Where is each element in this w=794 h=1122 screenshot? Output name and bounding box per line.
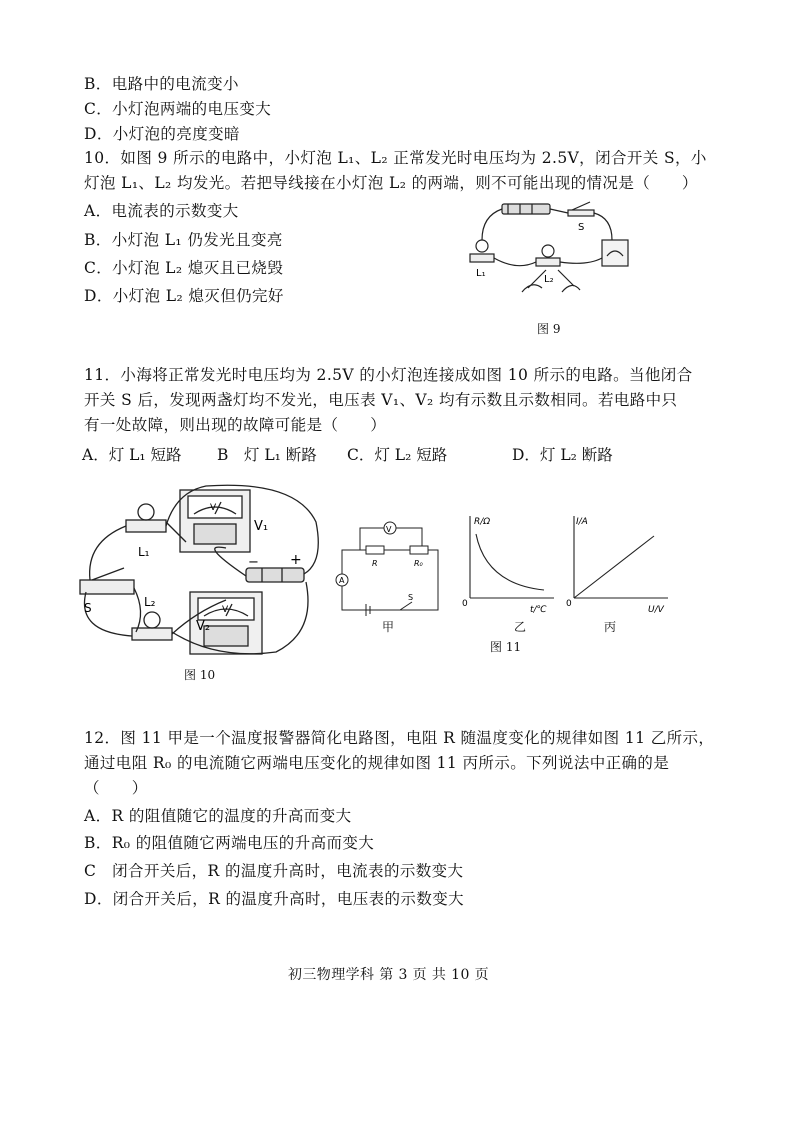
fig11-resistor-r0-label: R₀ [414,559,423,568]
q12-option-c: C 闭合开关后，R 的温度升高时，电流表的示数变大 [84,862,464,880]
q11-option-a: A．灯 L₁ 短路 [82,446,182,464]
q10-stem-line2: 灯泡 L₁、L₂ 均发光。若把导线接在小灯泡 L₂ 的两端，则不可能出现的情况是（ ） [84,174,698,192]
fig11-bing-origin: 0 [566,599,572,609]
fig11-ammeter-label: A [339,576,345,585]
q10-option-d: D．小灯泡 L₂ 熄灭但仍完好 [84,287,284,305]
q11-option-b: B 灯 L₁ 断路 [217,446,317,464]
figure-9-circuit [462,196,642,314]
figure-11-yi-label: 乙 [514,620,527,634]
fig10-v2-label: V₂ [196,619,211,634]
figure-9-caption: 图 9 [537,322,561,336]
fig9-lamp1-label: L₁ [476,268,486,279]
figure-11-bing-graph [564,510,674,620]
figure-11-jia-circuit [330,516,450,616]
q12-option-b: B．R₀ 的阻值随它两端电压的升高而变大 [84,834,375,852]
fig11-yi-origin: 0 [462,599,468,609]
q12-option-d: D．闭合开关后，R 的温度升高时，电压表的示数变大 [84,890,465,908]
q11-stem-line2: 开关 S 后，发现两盏灯均不发光，电压表 V₁、V₂ 均有示数且示数相同。若电路中只 [84,391,678,409]
q11-stem-line1: 11．小海将正常发光时电压均为 2.5V 的小灯泡连接成如图 10 所示的电路。当他闭合 [84,366,693,384]
fig10-lamp1-label: L₁ [138,545,150,559]
fig9-lamp2-label: L₂ [544,274,554,285]
figure-11-caption: 图 11 [490,640,522,654]
fig10-v1-meter-mark: V [210,503,217,513]
fig11-bing-ylabel: I/A [576,517,588,527]
fig9-switch-label: S [578,222,585,233]
figure-11-jia-label: 甲 [382,620,395,634]
q12-stem-line3: （ ） [84,779,148,797]
q11-option-c: C．灯 L₂ 短路 [347,446,448,464]
q10-option-c: C．小灯泡 L₂ 熄灭且已烧毁 [84,259,284,277]
fig11-yi-xlabel: t/℃ [530,605,547,615]
q11-options [82,443,642,463]
figure-10-caption: 图 10 [184,668,216,682]
figure-11-yi-graph [458,510,558,620]
fig10-switch-label: S [84,601,92,615]
q12-option-a: A．R 的阻值随它的温度的升高而变大 [84,807,352,825]
fig11-resistor-r-label: R [372,559,378,568]
figure-11-bing-label: 丙 [604,620,617,634]
q11-option-d: D．灯 L₂ 断路 [512,446,613,464]
fig10-plus-label: + [290,552,302,568]
fig10-v1-label: V₁ [254,519,269,534]
q9-option-c: C．小灯泡两端的电压变大 [84,100,272,118]
q12-stem-line2: 通过电阻 R₀ 的电流随它两端电压变化的规律如图 11 丙所示。下列说法中正确的是 [84,754,670,772]
figure-10-circuit [76,482,326,662]
fig10-v2-meter-mark: V [222,605,229,615]
fig11-voltmeter-label: V [386,525,392,534]
q9-option-d: D．小灯泡的亮度变暗 [84,125,240,143]
fig11-bing-xlabel: U/V [648,605,664,615]
q10-option-a: A．电流表的示数变大 [84,202,239,220]
q10-stem-line1: 10．如图 9 所示的电路中，小灯泡 L₁、L₂ 正常发光时电压均为 2.5V，闭合开关 S，小 [84,149,707,167]
page-footer: 初三物理学科 第 3 页 共 10 页 [288,967,490,983]
q10-option-b: B．小灯泡 L₁ 仍发光且变亮 [84,231,283,249]
fig11-yi-ylabel: R/Ω [474,517,491,527]
fig10-lamp2-label: L₂ [144,595,156,609]
fig11-switch-label: S [408,593,414,602]
q9-option-b: B．电路中的电流变小 [84,75,239,93]
fig10-minus-label: − [248,555,259,570]
q11-stem-line3: 有一处故障，则出现的故障可能是（ ） [84,416,387,434]
q12-stem-line1: 12．图 11 甲是一个温度报警器简化电路图，电阻 R 随温度变化的规律如图 11 乙所示， [84,729,715,747]
